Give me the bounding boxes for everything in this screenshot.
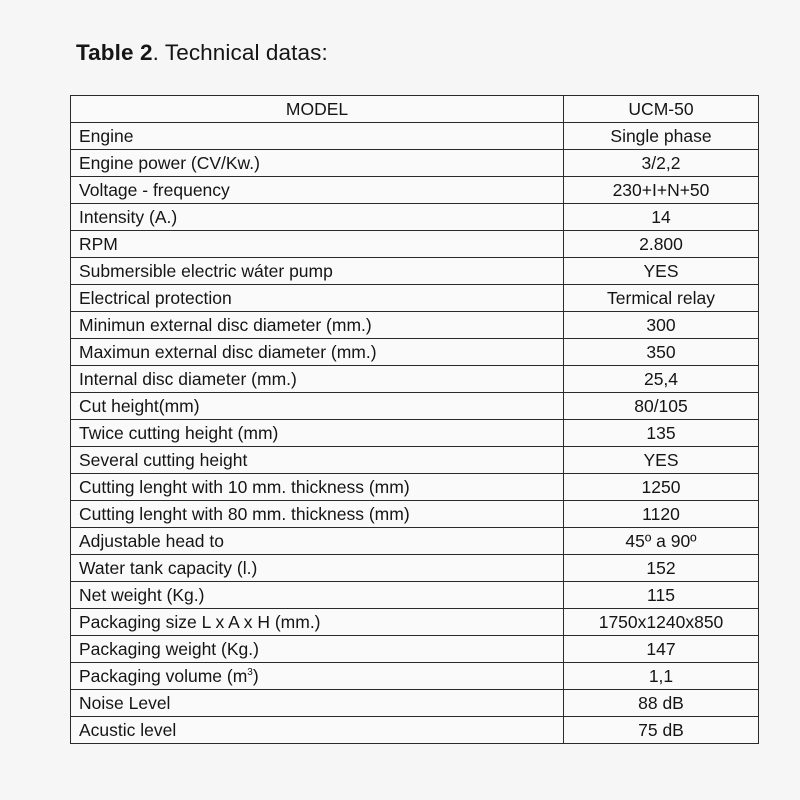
table-row	[71, 312, 759, 339]
table-row	[71, 447, 759, 474]
table-row	[71, 420, 759, 447]
param-cell: Minimun external disc diameter (mm.)	[71, 312, 564, 339]
value-cell: 25,4	[564, 366, 759, 393]
table-row	[71, 204, 759, 231]
param-cell: Net weight (Kg.)	[71, 582, 564, 609]
value-cell: 135	[564, 420, 759, 447]
param-cell: Cutting lenght with 10 mm. thickness (mm)	[71, 474, 564, 501]
value-cell: Single phase	[564, 123, 759, 150]
param-cell: RPM	[71, 231, 564, 258]
table-row	[71, 258, 759, 285]
caption-text: . Technical datas:	[152, 40, 328, 65]
param-cell: Maximun external disc diameter (mm.)	[71, 339, 564, 366]
value-cell: 2.800	[564, 231, 759, 258]
table-row	[71, 717, 759, 744]
value-cell: 300	[564, 312, 759, 339]
value-cell: 3/2,2	[564, 150, 759, 177]
param-cell: Electrical protection	[71, 285, 564, 312]
value-cell: 80/105	[564, 393, 759, 420]
value-cell: YES	[564, 447, 759, 474]
param-cell: Several cutting height	[71, 447, 564, 474]
header-model-name: UCM-50	[564, 96, 759, 123]
table-row	[71, 555, 759, 582]
table-row	[71, 177, 759, 204]
param-cell: Cutting lenght with 80 mm. thickness (mm)	[71, 501, 564, 528]
value-cell: 1250	[564, 474, 759, 501]
param-cell: Internal disc diameter (mm.)	[71, 366, 564, 393]
value-cell: 14	[564, 204, 759, 231]
param-cell: Adjustable head to	[71, 528, 564, 555]
table-row	[71, 150, 759, 177]
value-cell: 230+I+N+50	[564, 177, 759, 204]
table-caption	[76, 40, 328, 66]
table-row	[71, 123, 759, 150]
value-cell: 147	[564, 636, 759, 663]
param-cell: Twice cutting height (mm)	[71, 420, 564, 447]
value-cell: 350	[564, 339, 759, 366]
param-cell: Cut height(mm)	[71, 393, 564, 420]
value-cell: 1750x1240x850	[564, 609, 759, 636]
param-cell: Packaging size L x A x H (mm.)	[71, 609, 564, 636]
table-row	[71, 501, 759, 528]
value-cell: 115	[564, 582, 759, 609]
param-cell: Water tank capacity (l.)	[71, 555, 564, 582]
value-cell: 152	[564, 555, 759, 582]
param-text: Packaging volume (m	[79, 665, 248, 686]
param-cell: Engine power (CV/Kw.)	[71, 150, 564, 177]
param-cell: Intensity (A.)	[71, 204, 564, 231]
table-row	[71, 285, 759, 312]
table-row	[71, 231, 759, 258]
table-row	[71, 366, 759, 393]
table-row	[71, 393, 759, 420]
header-model: MODEL	[71, 96, 564, 123]
table-row	[71, 609, 759, 636]
param-cell: Voltage - frequency	[71, 177, 564, 204]
value-cell: 88 dB	[564, 690, 759, 717]
value-cell: YES	[564, 258, 759, 285]
param-cell: Engine	[71, 123, 564, 150]
param-cell	[71, 663, 564, 690]
param-cell: Acustic level	[71, 717, 564, 744]
table-row	[71, 690, 759, 717]
table-row	[71, 339, 759, 366]
table-row	[71, 582, 759, 609]
param-cell: Submersible electric wáter pump	[71, 258, 564, 285]
value-cell: Termical relay	[564, 285, 759, 312]
param-cell: Packaging weight (Kg.)	[71, 636, 564, 663]
value-cell: 45º a 90º	[564, 528, 759, 555]
technical-data-table	[70, 95, 759, 744]
table-header-row	[71, 96, 759, 123]
table-row	[71, 474, 759, 501]
value-cell: 1120	[564, 501, 759, 528]
param-text-closing: )	[252, 665, 259, 686]
value-cell: 1,1	[564, 663, 759, 690]
table-row	[71, 663, 759, 690]
caption-label: Table 2	[76, 40, 153, 65]
table-row	[71, 636, 759, 663]
table-row	[71, 528, 759, 555]
param-cell: Noise Level	[71, 690, 564, 717]
superscript-three: 3	[247, 666, 253, 678]
value-cell: 75 dB	[564, 717, 759, 744]
